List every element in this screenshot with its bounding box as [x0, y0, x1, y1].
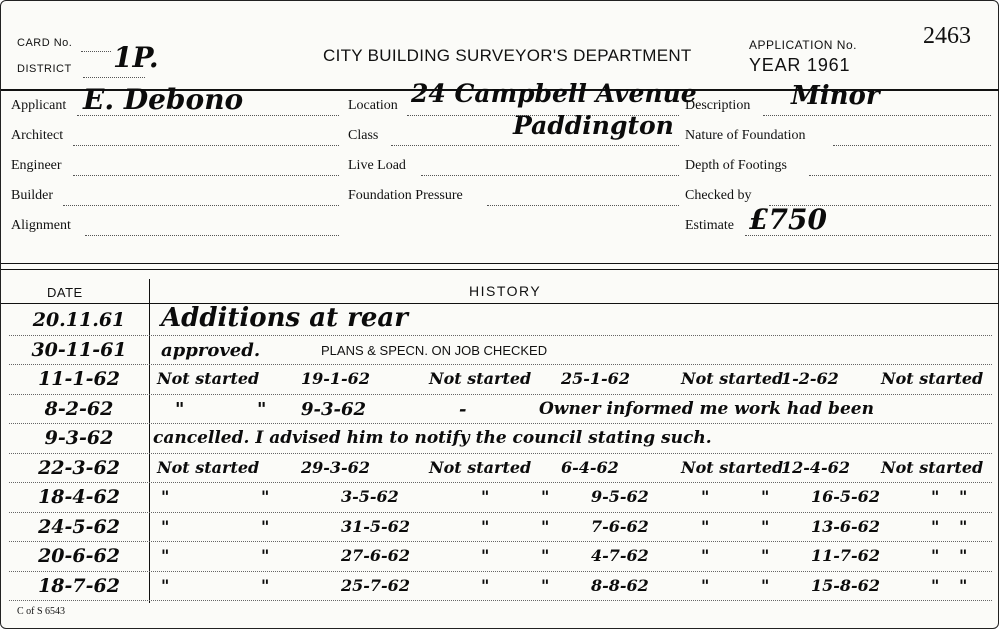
district-value: 1P. [113, 41, 159, 74]
history-entry: Not started [157, 457, 260, 477]
separator-rule-1 [1, 263, 999, 264]
history-date: 30-11-61 [31, 338, 127, 361]
history-entry: Not started [157, 369, 260, 388]
history-entry: " [761, 516, 770, 536]
history-entry: 25-7-62 [341, 575, 410, 595]
history-entry: " [161, 516, 170, 536]
description-value: Minor [791, 81, 880, 111]
separator-rule-2 [1, 269, 999, 270]
history-entry: approved. [161, 339, 261, 361]
history-date: 18-4-62 [38, 486, 120, 508]
history-entry: " [481, 487, 490, 506]
history-entry: 9-3-62 [301, 398, 367, 420]
history-row-rule [9, 364, 992, 365]
history-entry: 6-4-62 [561, 457, 619, 477]
history-entry: " [959, 487, 968, 506]
history-row-rule [9, 335, 992, 336]
history-entry: " [931, 487, 940, 506]
history-entry: Not started [881, 457, 984, 477]
depth-footings-label: Depth of Footings [685, 158, 787, 173]
builder-label: Builder [11, 188, 53, 203]
checked-by-label: Checked by [685, 188, 752, 203]
history-entry: 3-5-62 [341, 487, 399, 506]
history-entry: 1-2-62 [781, 369, 839, 388]
history-date: 18-7-62 [38, 574, 120, 597]
history-entry: 15-8-62 [811, 575, 880, 595]
engineer-label: Engineer [11, 158, 62, 173]
date-header: DATE [47, 285, 83, 300]
history-entry: Not started [681, 457, 784, 477]
history-row-rule [9, 600, 992, 601]
history-date: 22-3-62 [38, 456, 120, 479]
history-entry: 16-5-62 [811, 487, 880, 506]
card-no-dots [81, 51, 111, 52]
history-entry: 12-4-62 [781, 457, 850, 477]
history-entry: " [761, 487, 770, 506]
location-label: Location [348, 98, 398, 113]
history-entry: " [261, 575, 270, 595]
history-entry: " [481, 516, 490, 536]
history-entry: " [959, 546, 968, 565]
foundation-pressure-label: Foundation Pressure [348, 188, 463, 203]
form-code: C of S 6543 [17, 606, 66, 617]
history-entry: " [541, 575, 550, 595]
history-entry: " [541, 516, 550, 536]
estimate-label: Estimate [685, 218, 734, 233]
applicant-label: Applicant [11, 98, 67, 113]
history-entry: 7-6-62 [591, 516, 649, 536]
history-entry: - [459, 398, 467, 420]
history-entry: " [931, 546, 940, 565]
history-entry: 4-7-62 [591, 546, 649, 565]
history-entry: " [761, 546, 770, 565]
depth-footings-dots [809, 175, 991, 176]
history-entry: " [261, 516, 270, 536]
history-entry: " [161, 546, 170, 565]
history-row-rule [9, 482, 992, 483]
location-value: 24 Campbell Avenue [411, 79, 697, 108]
history-entry: " [931, 516, 940, 536]
history-entry: " [257, 398, 267, 420]
history-entry: " [261, 546, 270, 565]
district-label: DISTRICT [17, 63, 72, 75]
history-entry: " [161, 487, 170, 506]
history-entry: Not started [681, 369, 784, 388]
history-entry: 29-3-62 [301, 457, 370, 477]
history-entry: " [261, 487, 270, 506]
history-entry: " [761, 575, 770, 595]
history-row-rule [9, 512, 992, 513]
history-entry: " [959, 516, 968, 536]
history-row-rule [9, 394, 992, 395]
application-label: APPLICATION No. [749, 38, 857, 52]
live-load-dots [421, 175, 679, 176]
description-dots [763, 115, 991, 116]
description-label: Description [685, 98, 751, 113]
live-load-label: Live Load [348, 158, 406, 173]
history-entry: 25-1-62 [561, 369, 630, 388]
history-entry: 11-7-62 [811, 546, 880, 565]
history-entry: 9-5-62 [591, 487, 649, 506]
applicant-value: E. Debono [83, 83, 244, 116]
history-row-rule [9, 541, 992, 542]
architect-label: Architect [11, 128, 64, 143]
card-no-label: CARD No. [17, 37, 73, 49]
history-date: 8-2-62 [44, 397, 114, 420]
district-dots [83, 77, 145, 78]
history-header-rule [1, 303, 999, 304]
history-entry: " [701, 516, 710, 536]
history-entry: " [701, 575, 710, 595]
history-entry: " [541, 546, 550, 565]
engineer-dots [73, 175, 339, 176]
history-entry: " [481, 575, 490, 595]
history-date: 11-1-62 [38, 368, 120, 390]
history-date: 24-5-62 [38, 515, 120, 538]
estimate-value: £750 [749, 203, 827, 236]
alignment-dots [85, 235, 339, 236]
history-entry: 27-6-62 [341, 546, 410, 565]
history-header: HISTORY [469, 283, 542, 299]
history-entry: cancelled. I advised him to notify the council stating such. [153, 428, 712, 448]
foundation-pressure-dots [487, 205, 679, 206]
class-dots [391, 145, 679, 146]
history-entry: Not started [881, 369, 984, 388]
history-entry: " [701, 546, 710, 565]
history-entry: 13-6-62 [811, 516, 880, 536]
class-value: Paddington [513, 111, 674, 140]
history-entry: 19-1-62 [301, 369, 370, 388]
department-title: CITY BUILDING SURVEYOR'S DEPARTMENT [323, 46, 692, 65]
year-label: YEAR 1961 [749, 55, 851, 75]
history-entry: " [161, 575, 170, 595]
history-row-rule [9, 423, 992, 424]
class-label: Class [348, 128, 379, 143]
history-date: 9-3-62 [44, 427, 114, 449]
history-entry: " [959, 575, 968, 595]
architect-dots [73, 145, 339, 146]
history-entry: Not started [429, 457, 532, 477]
alignment-label: Alignment [11, 218, 71, 233]
history-date: 20-6-62 [38, 545, 120, 567]
history-entry: PLANS & SPECN. ON JOB CHECKED [321, 342, 548, 358]
history-entry: " [481, 546, 490, 565]
history-entry: " [931, 575, 940, 595]
builder-dots [63, 205, 339, 206]
history-entry: " [175, 398, 185, 420]
history-entry: Not started [429, 369, 532, 388]
history-row-rule [9, 453, 992, 454]
history-date: 20.11.61 [32, 309, 126, 331]
date-column-divider [149, 279, 150, 603]
history-entry: 8-8-62 [591, 575, 649, 595]
history-row-rule [9, 571, 992, 572]
history-entry: " [701, 487, 710, 506]
history-entry: Additions at rear [161, 303, 408, 333]
history-entry: Owner informed me work had been [539, 398, 874, 419]
history-entry: 31-5-62 [341, 516, 410, 536]
nature-foundation-label: Nature of Foundation [685, 128, 806, 143]
application-number: 2463 [923, 23, 971, 49]
history-entry: " [541, 487, 550, 506]
nature-foundation-dots [833, 145, 991, 146]
